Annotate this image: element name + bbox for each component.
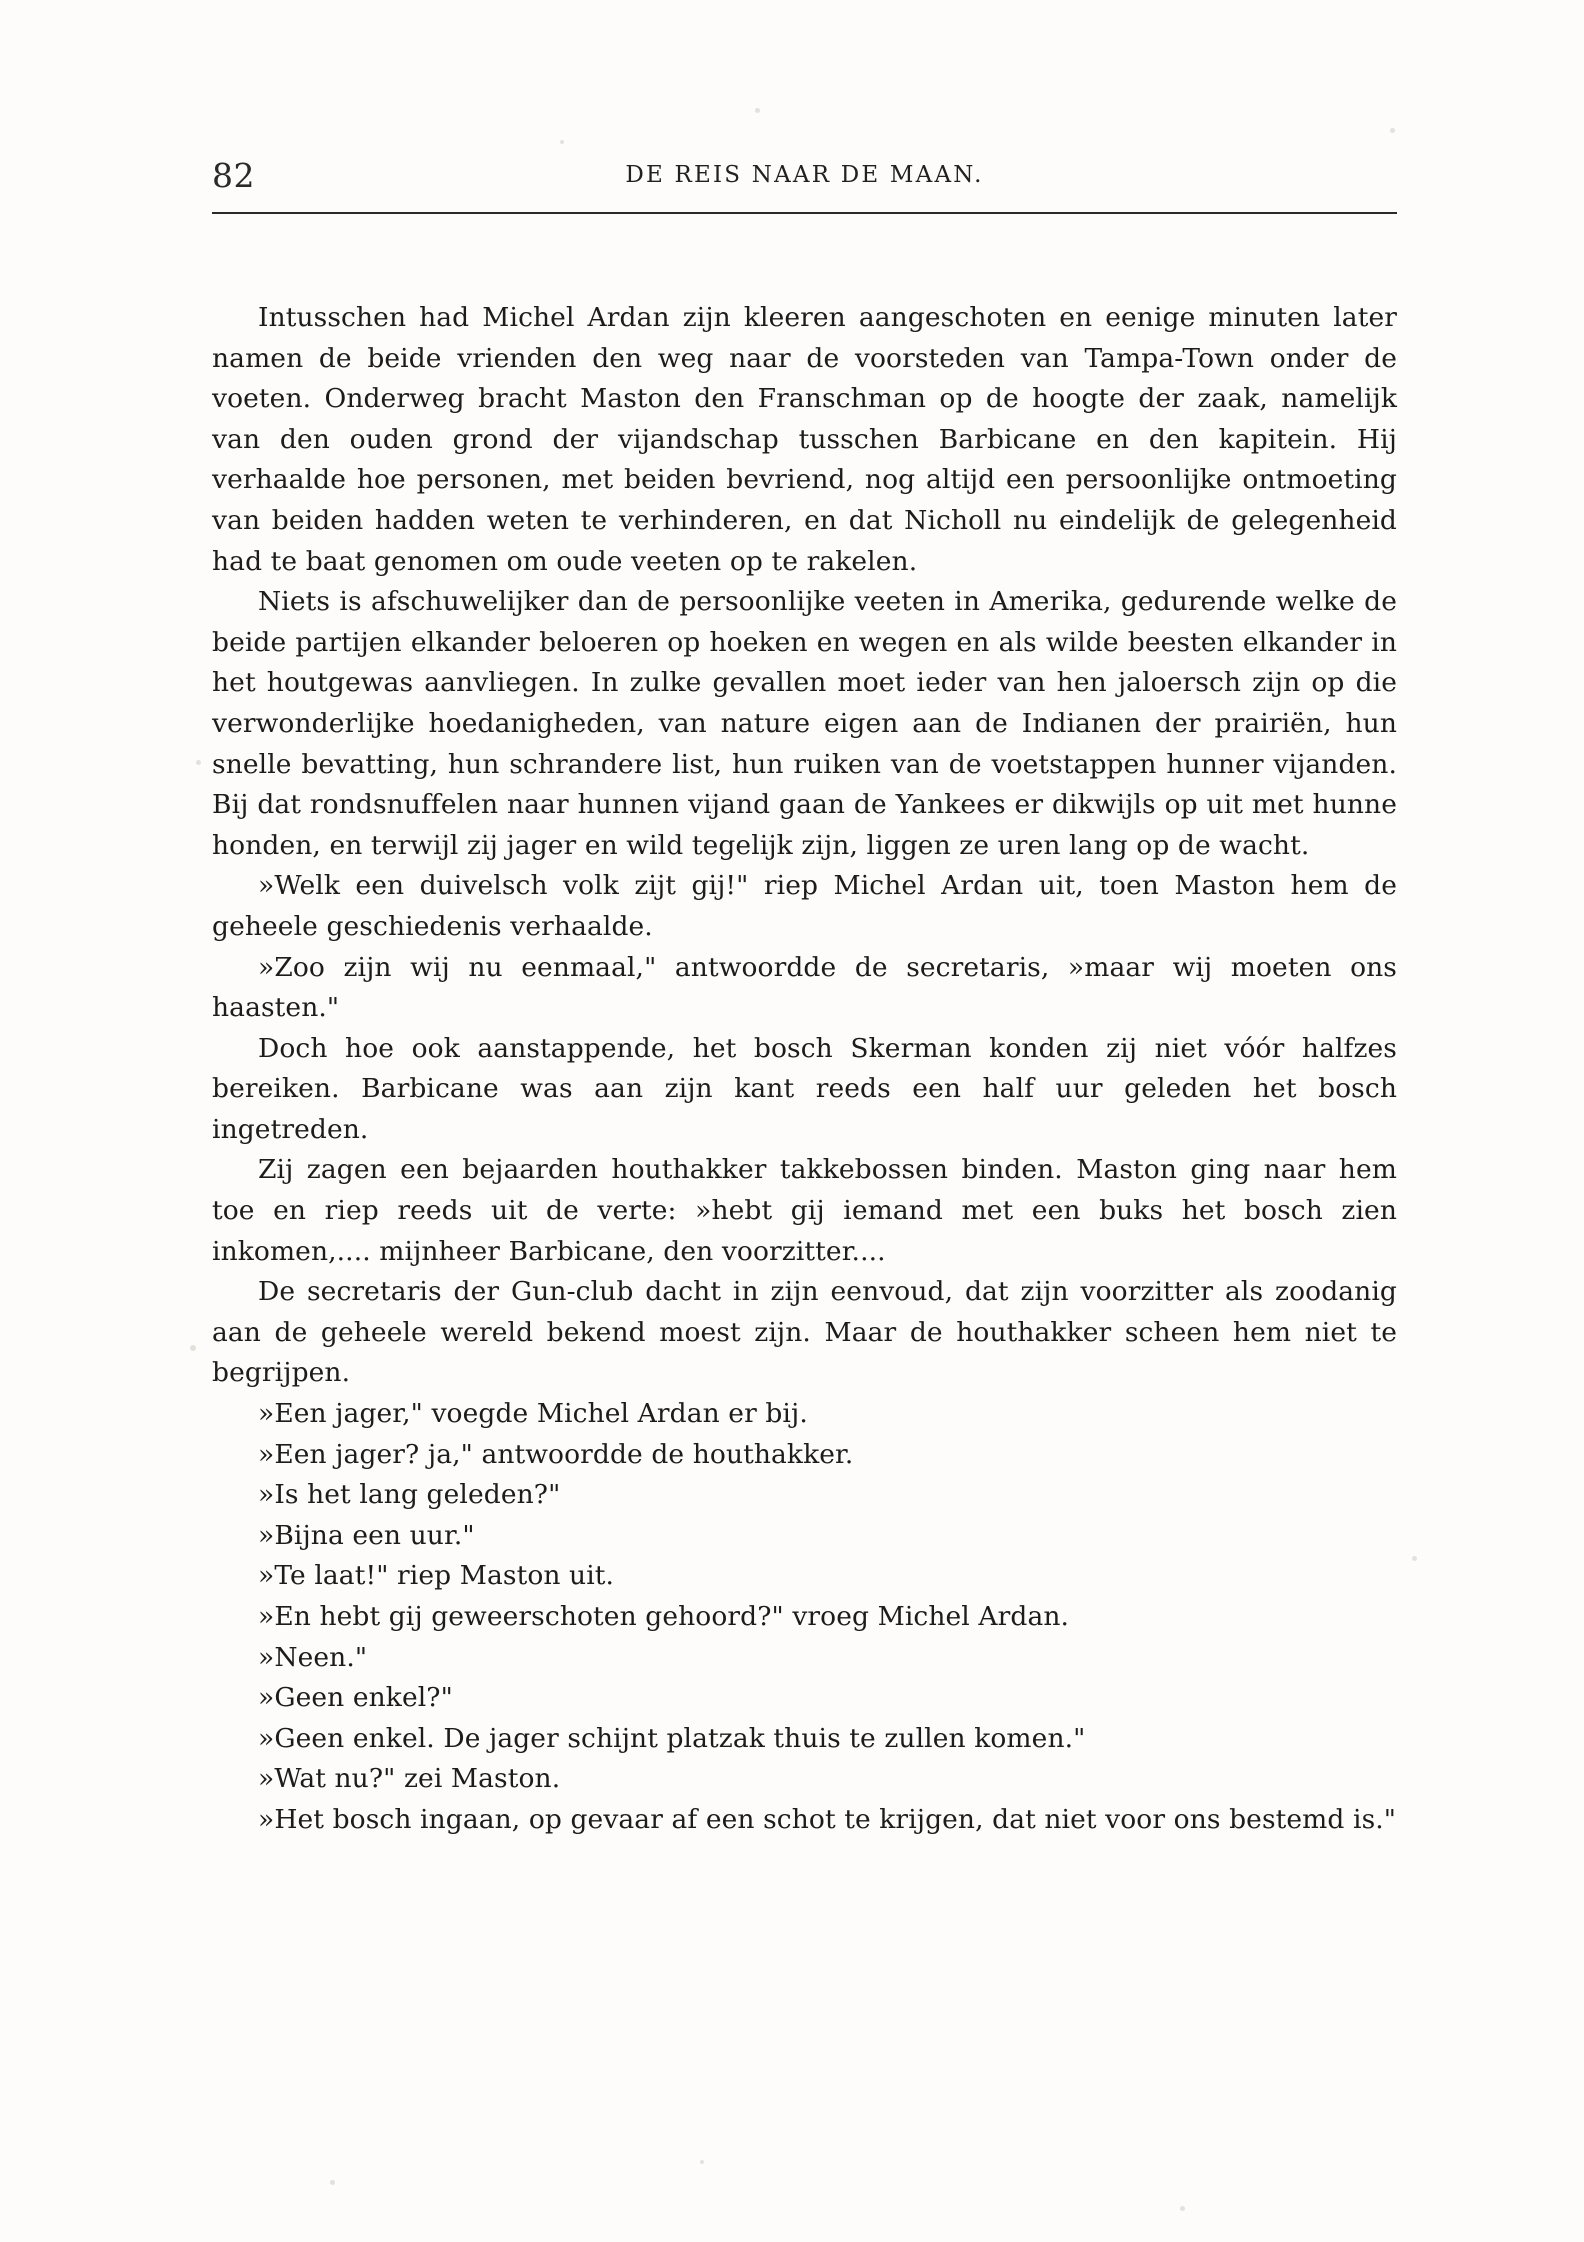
header-rule <box>212 212 1397 214</box>
scan-speck <box>190 1345 196 1351</box>
running-head-title: DE REIS NAAR DE MAAN. <box>625 162 984 188</box>
page-content <box>212 150 1397 1841</box>
paragraph: Zij zagen een bejaarden houthakker takkebossen binden. Maston ging naar hem toe en riep reeds uit de verte: »hebt gij iemand met een buks het bosch zien inkomen,.... mijnheer Barbicane, den voorzitter.... <box>212 1154 1397 1267</box>
dialog-line: »Geen enkel?" <box>258 1682 453 1714</box>
scan-speck <box>560 140 564 144</box>
dialog-line: »Te laat!" riep Maston uit. <box>258 1560 615 1592</box>
body-text <box>212 298 1397 1841</box>
dialog-line: »Een jager," voegde Michel Ardan er bij. <box>258 1398 808 1430</box>
scan-speck <box>330 2180 335 2185</box>
page-number: 82 <box>212 156 255 195</box>
dialog-line: »Een jager? ja," antwoordde de houthakker. <box>258 1438 854 1470</box>
paragraph: Niets is afschuwelijker dan de persoonlijke veeten in Amerika, gedurende welke de beide partijen elkander beloeren op hoeken en wegen en als wilde beesten elkander in het houtgewas aanvliegen. In zulke gevallen moet ieder van hen jaloersch zijn op die verwonderlijke hoedanigheden, van nature eigen aan de Indianen der prairiën, hun snelle bevatting, hun schrandere list, hun ruiken van de voetstappen hunner vijanden. Bij dat rondsnuffelen naar hunnen vijand gaan de Yankees er dikwijls op uit met hunne honden, en terwijl zij jager en wild tegelijk zijn, liggen ze uren lang op de wacht. <box>212 586 1397 861</box>
scan-speck <box>700 2160 704 2164</box>
paragraph: De secretaris der Gun-club dacht in zijn eenvoud, dat zijn voorzitter als zoodanig aan de geheele wereld bekend moest zijn. Maar de houthakker scheen hem niet te begrijpen. <box>212 1276 1397 1389</box>
scan-speck <box>1180 2206 1185 2211</box>
page-header <box>212 150 1397 206</box>
dialog-line: »En hebt gij geweerschoten gehoord?" vroeg Michel Ardan. <box>258 1601 1070 1632</box>
dialog-line: »Bijna een uur." <box>258 1519 475 1551</box>
paragraph: »Welk een duivelsch volk zijt gij!" riep Michel Ardan uit, toen Maston hem de geheele geschiedenis verhaalde. <box>212 870 1397 942</box>
dialog-line: »Wat nu?" zei Maston. <box>258 1763 561 1795</box>
scan-speck <box>196 760 201 765</box>
scan-speck <box>1390 128 1395 133</box>
scan-speck <box>1412 1556 1417 1561</box>
paragraph: »Zoo zijn wij nu eenmaal," antwoordde de secretaris, »maar wij moeten ons haasten." <box>212 951 1397 1024</box>
paragraph: Doch hoe ook aanstappende, het bosch Skerman konden zij niet vóór halfzes bereiken. Barbicane was aan zijn kant reeds een half uur geleden het bosch ingetreden. <box>212 1032 1397 1145</box>
scan-speck <box>755 108 760 113</box>
dialog-line: »Neen." <box>258 1641 368 1673</box>
dialog-line: »Geen enkel. De jager schijnt platzak thuis te zullen komen." <box>258 1722 1086 1754</box>
paragraph: Intusschen had Michel Ardan zijn kleeren aangeschoten en eenige minuten later namen de beide vrienden den weg naar de voorsteden van Tampa-Town onder de voeten. Onderweg bracht Maston den Franschman op de hoogte der zaak, namelijk van den ouden grond der vijandschap tusschen Barbicane en den kapitein. Hij verhaalde hoe personen, met beiden bevriend, nog altijd een persoonlijke ontmoeting van beiden hadden weten te verhinderen, en dat Nicholl nu eindelijk de gelegenheid had te baat genomen om oude veeten op te rakelen. <box>212 302 1397 577</box>
dialog-line: »Het bosch ingaan, op gevaar af een schot te krijgen, dat niet voor ons bestemd is." <box>258 1803 1397 1835</box>
dialog-line: »Is het lang geleden?" <box>258 1479 561 1511</box>
